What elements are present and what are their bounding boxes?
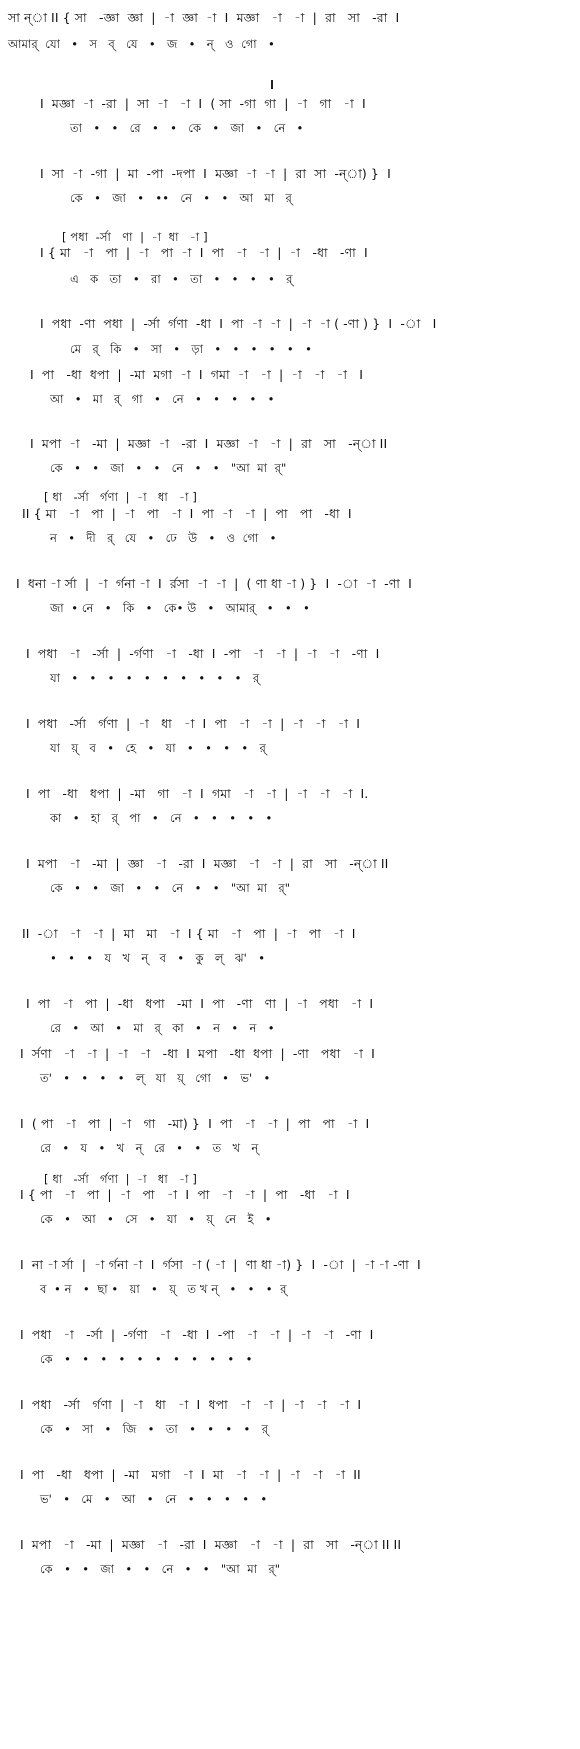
notation-line-15: I পা -া পা | -ধা ধপা -মা I পা -ণা ণা | -া পধা -া I <box>26 996 374 1011</box>
notation-line-19: I না -া র্সা | -া র্গনা -া I র্গসা -া ( -া | ণা ধা -া) } I -া | -া -া -ণা I <box>20 1257 421 1272</box>
lyric-line-1: আমার্‌ যো • স ব্‌ যে • জ • ন্‌ ও গো • <box>8 37 275 51</box>
notation-line-3: I সা -া -গা | মা -পা -দপা I মজ্ঞা -া -া | রা সা -ন্‌া) } I <box>40 166 391 181</box>
lyric-line-16: ত' • • • • ল্‌ যা য়্‌ গো • ভ' • <box>40 1071 271 1085</box>
lyric-line-14: • • • য খ ন্‌ ব • কু ল্‌ ঝ' • <box>50 951 266 965</box>
lyric-line-21: কে • সা • জি • তা • • • • র্‌ <box>40 1422 269 1436</box>
notation-line-10: I পধা -া -র্সা | -র্গণা -া -ধা I -পা -া -া | -া -া -ণা I <box>26 646 380 661</box>
lyric-line-8: ন • দী র্‌ যে • ঢে উ • ও গো • <box>50 531 277 545</box>
lyric-line-11: যা য়্‌ ব • হে • যা • • • • র্‌ <box>50 741 266 755</box>
lyric-line-12: কা • হা র্‌ পা • নে • • • • • <box>50 811 273 825</box>
notation-line-5: I পধা -ণা পধা | -র্সা র্গণা -ধা I পা -া -া | -া -া ( -ণা ) } I -া I <box>40 316 437 331</box>
notation-line-12: I পা -ধা ধপা | -মা গা -া I গমা -া -া | -া -া -া I. <box>26 786 369 801</box>
notation-line-9: I ধনা -া র্সা | -া র্গনা -া I র্রসা -া -া | ( ণা ধা -া ) } I -া -া -ণা I <box>16 576 412 591</box>
lyric-line-4: এ ক তা • রা • তা • • • • র্‌ <box>70 272 293 286</box>
notation-line-18: I { পা -া পা | -া পা -া I পা -া -া | পা -ধা -া I <box>20 1187 350 1202</box>
lyric-line-20: কে • • • • • • • • • • • <box>40 1352 253 1366</box>
notation-line-6: I পা -ধা ধপা | -মা মগা -া I গমা -া -া | -া -া -া I <box>30 367 364 382</box>
lyric-line-9: জা • নে • কি • কে• উ • আমার্‌ • • • <box>50 601 310 615</box>
annotation-line-3: [ ধা -র্সা র্গণা | -া ধা -া ] <box>44 1172 197 1186</box>
lyric-line-10: যা • • • • • • • • • • র্‌ <box>50 671 260 685</box>
lyric-line-22: ভ' • মে • আ • নে • • • • • <box>40 1492 268 1506</box>
lyric-line-2: তা • • রে • • কে • জা • নে • <box>70 121 304 135</box>
notation-line-13: I মপা -া -মা | জ্ঞা -া -রা I মজ্ঞা -া -া | রা সা -ন্‌া II <box>26 856 389 871</box>
lyric-line-15: রে • আ • মা র্‌ কা • ন • ন • <box>50 1021 275 1035</box>
notation-line-4: I { মা -া পা | -া পা -া I পা -া -া | -া -ধা -ণা I <box>40 245 368 260</box>
notation-line-11: I পধা -র্সা র্গণা | -া ধা -া I পা -া -া | -া -া -া I <box>26 716 361 731</box>
lyric-line-18: কে • আ • সে • যা • য়্‌ নে ই • <box>40 1212 272 1226</box>
notation-line-14: II -া -া -া | মা মা -া I { মা -া পা | -া পা -া I <box>22 926 356 941</box>
notation-line-20: I পধা -া -র্সা | -র্গণা -া -ধা I -পা -া -া | -া -া -ণা I <box>20 1327 374 1342</box>
notation-line-1: সা ন্‌া II { সা -জ্ঞা জ্ঞা | -া জ্ঞা -া I মজ্ঞা -া -া | রা সা -রা I <box>8 10 400 25</box>
annotation-line-1: [ পধা -র্সা ণা | -া ধা -া ] <box>62 230 208 244</box>
lyric-line-5: মে র্‌ কি • সা • ড়া • • • • • • <box>70 342 312 356</box>
annotation-line-2: [ ধা -র্সা র্গণা | -া ধা -া ] <box>44 490 197 504</box>
notation-line-2: I মজ্ঞা -া -রা | সা -া -া I ( সা -গা গা | -া গা -া I <box>40 96 366 111</box>
notation-line-7: I মপা -া -মা | মজ্ঞা -া -রা I মজ্ঞা -া -া | রা সা -ন্‌া II <box>30 436 388 451</box>
stray-mark <box>271 80 273 89</box>
notation-line-21: I পধা -র্সা র্গণা | -া ধা -া I ধপা -া -া | -া -া -া I <box>20 1397 362 1412</box>
notation-line-16: I র্সণা -া -া | -া -া -ধা I মপা -ধা ধপা | -ণা পধা -া I <box>20 1046 375 1061</box>
lyric-line-19: ব • ন • ছা • য়া • য়্‌ ত খ ন্‌ • • • র্‌ <box>40 1282 287 1296</box>
notation-line-8: II { মা -া পা | -া পা -া I পা -া -া | পা পা -ধা I <box>22 506 352 521</box>
notation-line-23: I মপা -া -মা | মজ্ঞা -া -রা I মজ্ঞা -া -া | রা সা -ন্‌া II II <box>20 1537 402 1552</box>
lyric-line-23: কে • • জা • • নে • • "আ মা র্‌" <box>40 1562 281 1576</box>
notation-line-17: I ( পা -া পা | -া গা -মা) } I পা -া -া | পা পা -া I <box>20 1116 370 1131</box>
lyric-line-7: কে • • জা • • নে • • "আ মা র্‌" <box>50 461 287 475</box>
lyric-line-17: রে • য • খ ন্‌ রে • • ত খ ন্‌ <box>40 1141 259 1155</box>
lyric-line-13: কে • • জা • • নে • • "আ মা র্‌" <box>50 881 291 895</box>
lyric-line-3: কে • জা • •• নে • • আ মা র্‌ <box>70 191 292 205</box>
notation-line-22: I পা -ধা ধপা | -মা মগা -া I মা -া -া | -া -া -া II <box>20 1467 361 1482</box>
lyric-line-6: আ • মা র্‌ গা • নে • • • • • <box>50 392 275 406</box>
